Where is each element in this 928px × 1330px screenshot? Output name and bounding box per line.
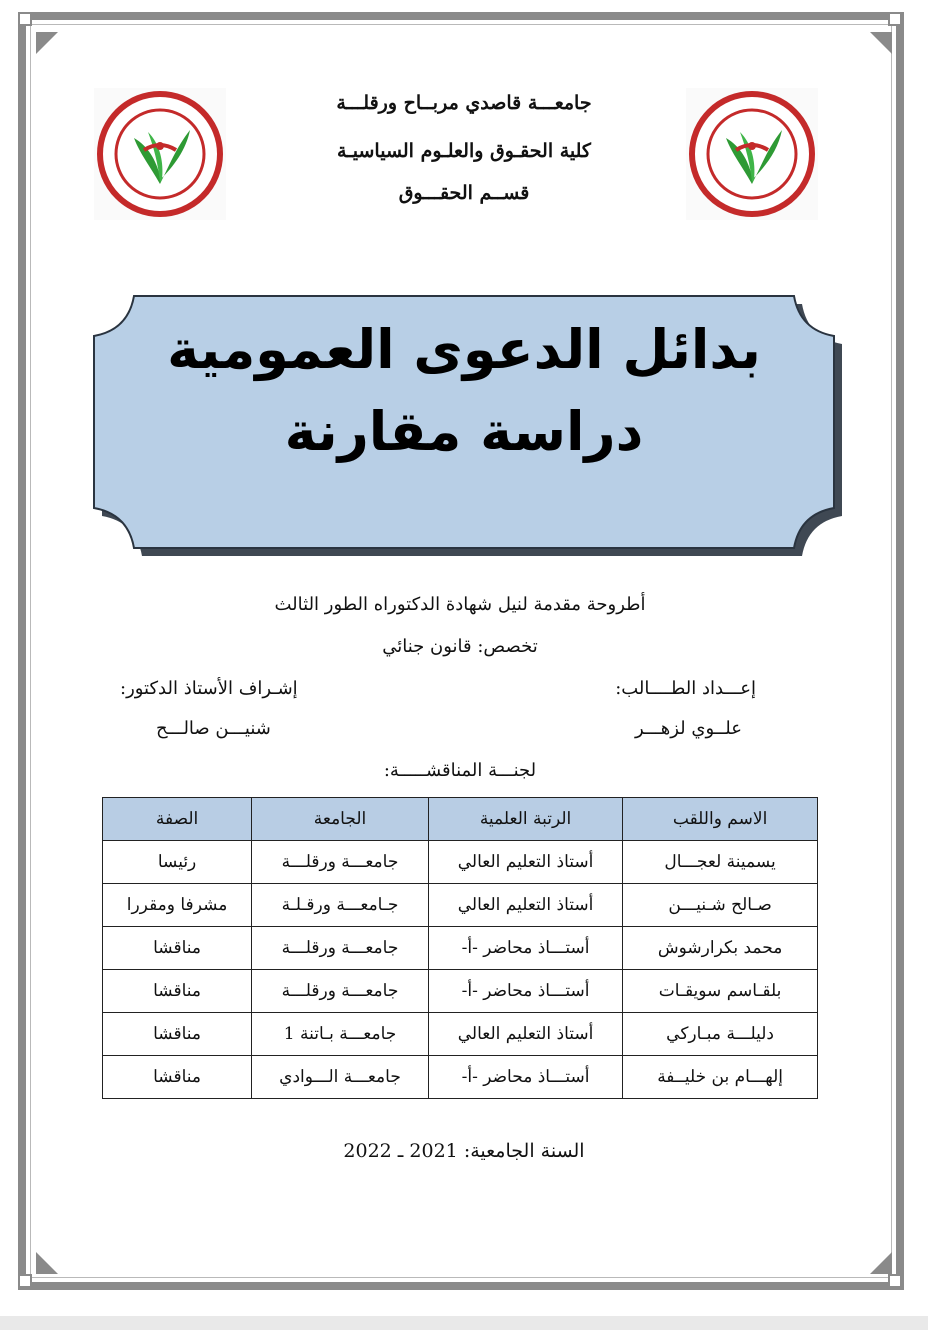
table-row — [103, 1056, 818, 1099]
university-logo-left — [94, 88, 226, 220]
table-row — [103, 927, 818, 970]
frame-knot — [888, 1274, 902, 1288]
cell-name: صـالح شـنيـــن — [623, 884, 818, 927]
column-header-rank: الرتبة العلمية — [428, 798, 622, 841]
column-header-university: الجامعة — [252, 798, 429, 841]
table-row — [103, 841, 818, 884]
cell-university: جـامعـــة ورقـلـة — [252, 884, 429, 927]
table-row — [103, 884, 818, 927]
cell-name: إلهـــام بن خليــفة — [623, 1056, 818, 1099]
thesis-description: أطروحة مقدمة لنيل شهادة الدكتوراه الطور الثالث — [274, 594, 646, 615]
column-header-role: الصفة — [103, 798, 252, 841]
committee-label: لجنـــة المناقشـــــة: — [383, 760, 537, 781]
cell-role: مناقشا — [103, 1056, 252, 1099]
specialization: تخصص: قانون جنائي — [382, 636, 538, 657]
frame-corner-bottom-right — [870, 1252, 892, 1274]
cell-rank: أستـــاذ محاضر -أ- — [428, 927, 622, 970]
thesis-title-line-2: دراسة مقارنة — [284, 400, 644, 463]
university-logo-icon — [686, 88, 818, 220]
table-row — [103, 970, 818, 1013]
cell-rank: أستاذ التعليم العالي — [428, 884, 622, 927]
jury-table — [102, 797, 818, 1099]
cell-role: مناقشا — [103, 970, 252, 1013]
cell-university: جامعـــة ورقلـــة — [252, 927, 429, 970]
frame-knot — [888, 12, 902, 26]
faculty-name: كلية الحقـوق والعلـوم السياسيـة — [337, 140, 591, 162]
frame-knot — [18, 1274, 32, 1288]
prepared-by-label: إعـــداد الطــــالب: — [615, 678, 756, 699]
cell-rank: أستاذ التعليم العالي — [428, 841, 622, 884]
university-logo-right — [686, 88, 818, 220]
cell-rank: أستاذ التعليم العالي — [428, 1013, 622, 1056]
cell-role: مشرفا ومقررا — [103, 884, 252, 927]
academic-year: السنة الجامعية: 2021 ـ 2022 — [343, 1140, 585, 1162]
cell-name: دليلـــة مبـاركي — [623, 1013, 818, 1056]
cell-rank: أستـــاذ محاضر -أ- — [428, 970, 622, 1013]
frame-corner-top-left — [36, 32, 58, 54]
supervisor-label: إشـراف الأستاذ الدكتور: — [120, 678, 298, 699]
cell-university: جامعـــة ورقلـــة — [252, 841, 429, 884]
frame-corner-bottom-left — [36, 1252, 58, 1274]
supervisor-name: شنيـــن صالـــح — [156, 718, 271, 739]
cell-name: يسمينة لعجـــال — [623, 841, 818, 884]
thesis-title-line-1: بدائل الدعوى العمومية — [167, 318, 761, 381]
cell-role: مناقشا — [103, 927, 252, 970]
cell-role: رئيسا — [103, 841, 252, 884]
frame-corner-top-right — [870, 32, 892, 54]
cell-name: محمد بكرارشوش — [623, 927, 818, 970]
cell-university: جامعـــة الـــوادي — [252, 1056, 429, 1099]
page-bottom-strip — [0, 1316, 928, 1330]
university-logo-icon — [94, 88, 226, 220]
table-row — [103, 1013, 818, 1056]
student-name: علــوي لزهـــر — [634, 718, 742, 739]
cell-rank: أستـــاذ محاضر -أ- — [428, 1056, 622, 1099]
table-header-row — [103, 798, 818, 841]
cell-university: جامعـــة بـاتنة 1 — [252, 1013, 429, 1056]
cell-role: مناقشا — [103, 1013, 252, 1056]
cell-name: بلقـاسم سويقـات — [623, 970, 818, 1013]
department-name: قســم الحقـــوق — [398, 182, 530, 204]
column-header-name: الاسم واللقب — [623, 798, 818, 841]
cell-university: جامعـــة ورقلـــة — [252, 970, 429, 1013]
university-name: جامعـــة قاصدي مربــاح ورقلـــة — [336, 92, 592, 114]
frame-knot — [18, 12, 32, 26]
